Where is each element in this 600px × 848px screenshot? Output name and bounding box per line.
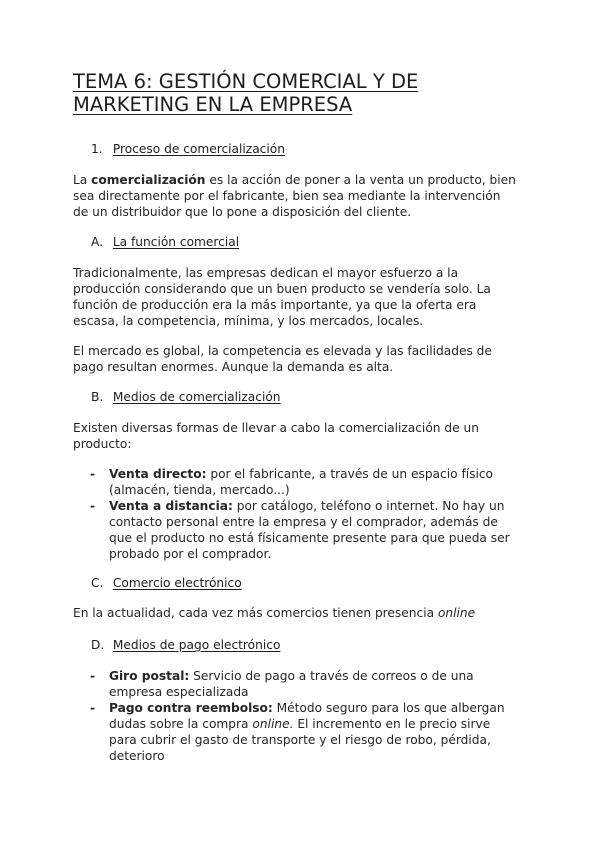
text-run: Método seguro para los que albergan <box>272 701 505 715</box>
text-run: dudas sobre la compra <box>109 717 253 731</box>
text-run: es la acción de poner a la venta un producto, bien <box>205 173 516 187</box>
list-dash: - <box>90 701 96 715</box>
section-b-title: Medios de comercialización <box>112 390 281 404</box>
text-run: Servicio de pago a través de correos o de una <box>189 669 474 683</box>
section-1-paragraph <box>73 172 533 220</box>
paragraph-line: sea directamente por el fabricante, bien sea mediante la intervención <box>73 189 501 203</box>
text-run: por catálogo, teléfono o internet. No hay un <box>232 499 505 513</box>
italic-term: online. <box>252 717 294 731</box>
list-line: (almacén, tienda, mercado...) <box>109 483 290 497</box>
section-a-paragraph-2 <box>73 343 533 375</box>
list-term: Giro postal: <box>109 669 190 683</box>
list-line: para cubrir el gasto de transporte y el riesgo de robo, pérdida, <box>109 733 491 747</box>
list-line: que el producto no está físicamente presente para que pueda ser <box>109 531 510 545</box>
paragraph-line: Tradicionalmente, las empresas dedican el mayor esfuerzo a la <box>73 266 459 280</box>
section-a-heading <box>91 234 239 250</box>
section-c-heading <box>91 575 242 591</box>
section-1-number: 1. <box>91 142 103 156</box>
list-item <box>90 498 540 562</box>
section-1-title: Proceso de comercialización <box>112 142 285 156</box>
paragraph-line <box>73 172 533 188</box>
list-line: deterioro <box>109 749 165 763</box>
list-term: Venta directo: <box>109 467 207 481</box>
text-run: por el fabricante, a través de un espacio físico <box>206 467 494 481</box>
section-d-label: D. <box>91 638 105 652</box>
section-b-list <box>90 466 540 562</box>
text-run: La <box>73 173 92 187</box>
list-dash: - <box>90 499 96 513</box>
section-d-title: Medios de pago electrónico <box>112 638 281 652</box>
paragraph-line: pago resultan enormes. Aunque la demanda es alta. <box>73 360 394 374</box>
italic-term: online <box>437 606 476 620</box>
list-line <box>109 498 540 514</box>
page-title <box>73 70 543 116</box>
text-run: En la actualidad, cada vez más comercios tienen presencia <box>73 606 438 620</box>
section-b-label: B. <box>91 390 104 404</box>
section-1-heading <box>91 141 285 157</box>
paragraph-line: producto: <box>73 437 132 451</box>
paragraph-line: función de producción era la más importante, ya que la oferta era <box>73 298 477 312</box>
list-term: Venta a distancia: <box>109 499 233 513</box>
section-a-label: A. <box>91 235 103 249</box>
list-term: Pago contra reembolso: <box>109 701 273 715</box>
section-a-paragraph-1 <box>73 265 533 329</box>
list-item <box>90 668 540 700</box>
section-b-intro <box>73 420 533 452</box>
section-a-title: La función comercial <box>112 235 240 249</box>
paragraph-line: Existen diversas formas de llevar a cabo la comercialización de un <box>73 421 479 435</box>
list-dash: - <box>90 467 96 481</box>
list-line: contacto personal entre la empresa y el comprador, además de <box>109 515 498 529</box>
section-d-list <box>90 668 540 764</box>
list-line <box>109 466 540 482</box>
section-c-paragraph <box>73 605 533 621</box>
section-b-heading <box>91 389 281 405</box>
list-item <box>90 466 540 498</box>
text-run: El incremento en le precio sirve <box>293 717 491 731</box>
list-line: empresa especializada <box>109 685 249 699</box>
paragraph-line: El mercado es global, la competencia es elevada y las facilidades de <box>73 344 492 358</box>
list-line <box>109 668 540 684</box>
title-line-2: MARKETING EN LA EMPRESA <box>73 93 353 116</box>
paragraph-line: producción considerando que un buen producto se vendería solo. La <box>73 282 491 296</box>
bold-term: comercialización <box>91 173 206 187</box>
list-line <box>109 716 540 732</box>
section-d-heading <box>91 637 280 653</box>
paragraph-line: escasa, la competencia, mínima, y los mercados, locales. <box>73 314 424 328</box>
paragraph-line: de un distribuidor que lo pone a disposición del cliente. <box>73 205 412 219</box>
section-c-label: C. <box>91 576 104 590</box>
list-dash: - <box>90 669 96 683</box>
title-line-1: TEMA 6: GESTIÓN COMERCIAL Y DE <box>73 70 419 93</box>
list-line <box>109 700 540 716</box>
list-line: probado por el comprador. <box>109 547 272 561</box>
section-c-title: Comercio electrónico <box>112 576 242 590</box>
list-item <box>90 700 540 764</box>
paragraph-line <box>73 605 533 621</box>
